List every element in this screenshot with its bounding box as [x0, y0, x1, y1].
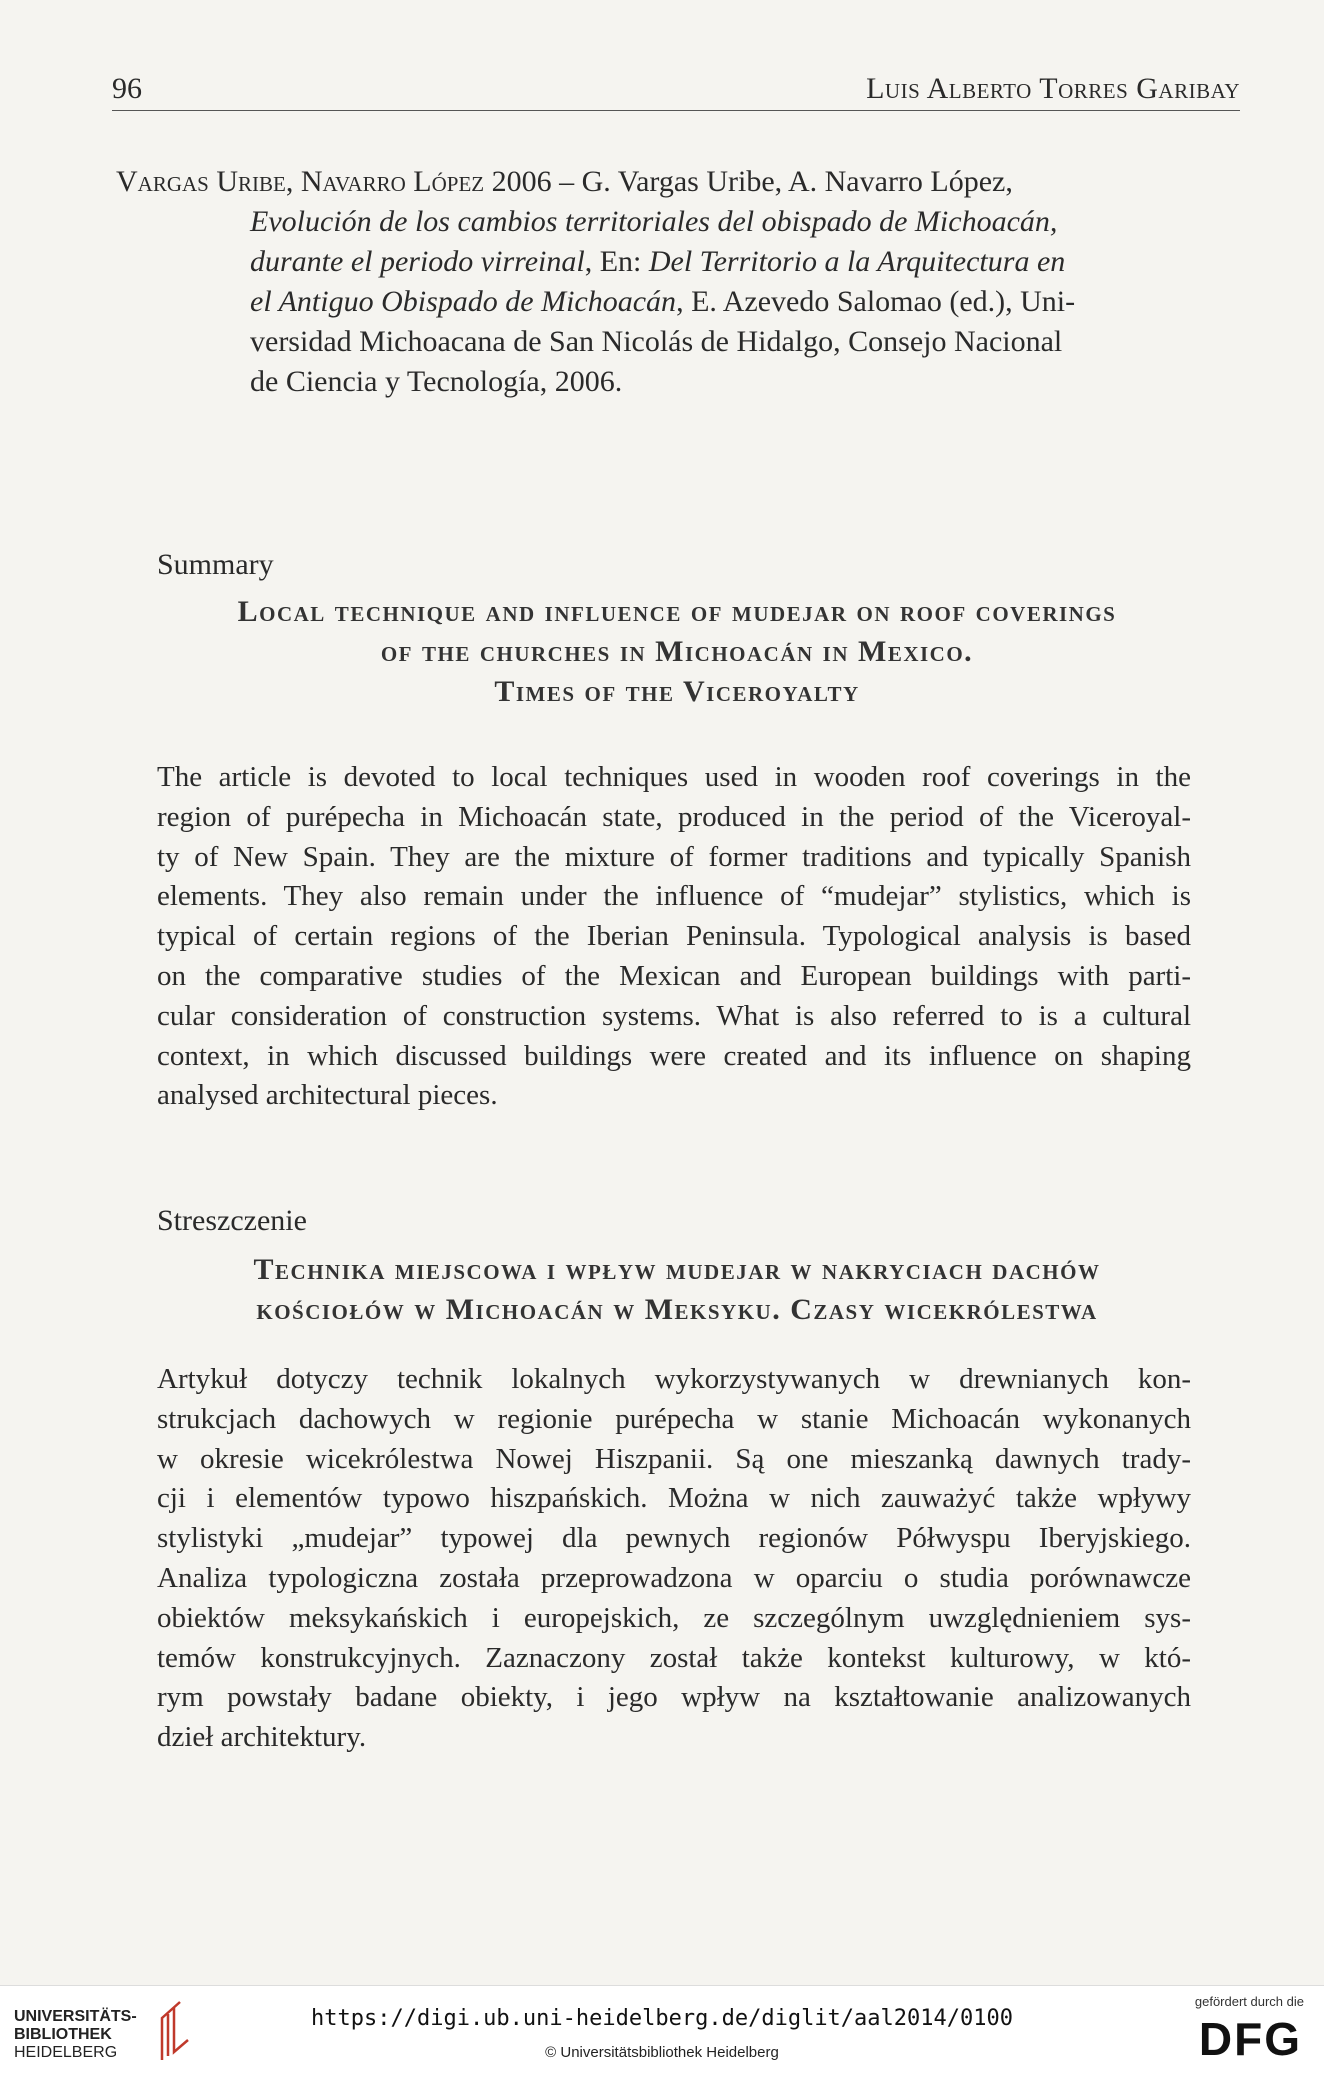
biblio-key: Vargas Uribe, Navarro López: [116, 165, 485, 198]
running-header: [112, 70, 1240, 111]
funder-note: gefördert durch die: [1194, 1994, 1304, 2009]
bibliography-entry: [116, 162, 1240, 402]
summary-label: Summary: [157, 548, 274, 581]
biblio-line: el Antiguo Obispado de Michoacán, E. Azevedo Salomao (ed.), Uni-: [250, 285, 1076, 318]
streszczenie-paragraph: Artykuł dotyczy technik lokalnych wykorzystywanych w drewnianych kon- strukcjach dachowych w regionie purépecha w stanie Michoacán wykonanych w okresie wicekrólestwa Nowej Hiszpanii. Są one mieszanką dawnych trady- cji i elementów typowo hiszpańskich. Można w nich zauważyć także wpływy stylistyki „mudejar” typowej dla pewnych regionów Półwyspu Iberyjskiego. Analiza typologiczna została przeprowadzona w oparciu o studia porównawcze obiektów meksykańskich i europejskich, ze szczególnym uwzględnieniem sys- temów konstrukcyjnych. Zaznaczony został także kontekst kulturowy, w któ- rym powstały badane obiekty, i jego wpływ na kształtowanie analizowanych dzieł architektury.: [157, 1363, 1191, 1754]
summary-paragraph: The article is devoted to local techniques used in wooden roof coverings in the region of purépecha in Michoacán state, produced in the period of the Viceroyal- ty of New Spain. They are the mixture of former traditions and typically Spanish elements. They also remain under the influence of “mudejar” stylistics, which is typical of certain regions of the Iberian Peninsula. Typological analysis is based on the comparative studies of the Mexican and European buildings with parti- cular consideration of construction systems. What is also referred to is a cultural context, in which discussed buildings were created and its influence on shaping analysed architectural pieces.: [157, 761, 1191, 1112]
biblio-line: versidad Michoacana de San Nicolás de Hidalgo, Consejo Nacional: [250, 325, 1063, 358]
biblio-line: durante el periodo virreinal, En: Del Territorio a la Arquitectura en: [250, 245, 1066, 278]
library-logo[interactable]: UNIVERSITÄTS- BIBLIOTHEK HEIDELBERG: [14, 2008, 137, 2061]
permalink-url[interactable]: https://digi.ub.uni-heidelberg.de/diglit/aal2014/0100: [311, 2006, 1013, 2031]
biblio-line: de Ciencia y Tecnología, 2006.: [250, 365, 623, 398]
page-number: 96: [112, 72, 142, 105]
biblio-line: Vargas Uribe, Navarro López 2006 – G. Vargas Uribe, A. Navarro López,: [116, 165, 1013, 198]
dfg-logo[interactable]: DFG: [1198, 2013, 1302, 2065]
biblio-line: Evolución de los cambios territoriales del obispado de Michoacán,: [250, 205, 1058, 238]
viewer-footer: [0, 1985, 1324, 2076]
running-author: Luis Alberto Torres Garibay: [866, 72, 1240, 105]
streszczenie-title: Technika miejscowa i wpływ mudejar w nakryciach dachów kościołów w Michoacán w Meksyku. Czasy wicekrólestwa: [253, 1253, 1101, 1326]
copyright-notice: © Universitätsbibliothek Heidelberg: [545, 2044, 779, 2061]
summary-title: Local technique and influence of mudejar on roof coverings of the churches in Michoacán in Mexico. Times of the Viceroyalty: [237, 595, 1117, 708]
streszczenie-label: Streszczenie: [157, 1204, 307, 1237]
